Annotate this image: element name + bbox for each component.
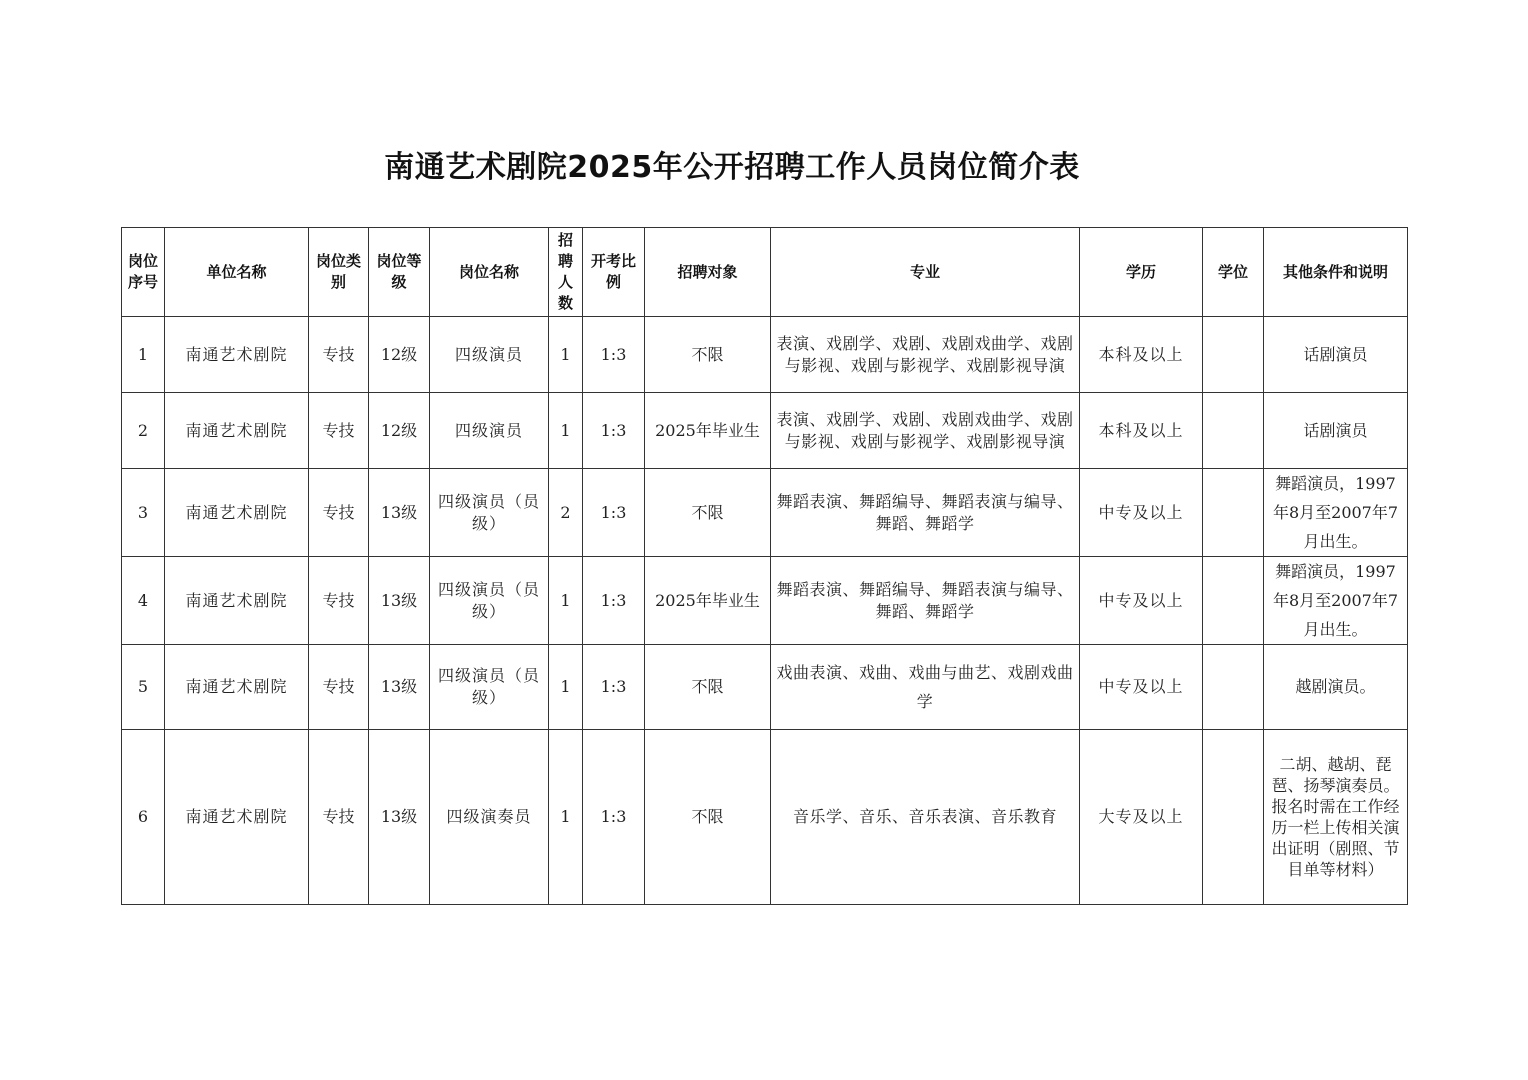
cell-ratio: 1:3 [583,469,645,557]
cell-category: 专技 [309,730,369,905]
cell-education: 中专及以上 [1080,469,1203,557]
table-row [122,557,1408,645]
cell-degree [1203,317,1264,393]
table-row [122,730,1408,905]
cell-target: 不限 [645,317,771,393]
cell-seq: 5 [122,645,165,730]
cell-ratio: 1:3 [583,730,645,905]
cell-count: 2 [549,469,583,557]
cell-unit: 南通艺术剧院 [165,645,309,730]
cell-ratio: 1:3 [583,645,645,730]
cell-education: 中专及以上 [1080,645,1203,730]
cell-count: 1 [549,557,583,645]
cell-major: 戏曲表演、戏曲、戏曲与曲艺、戏剧戏曲学 [771,645,1080,730]
cell-remarks: 二胡、越胡、琵琶、扬琴演奏员。报名时需在工作经历一栏上传相关演出证明（剧照、节目单等材料） [1264,730,1408,905]
cell-education: 本科及以上 [1080,393,1203,469]
cell-degree [1203,393,1264,469]
table-row [122,317,1408,393]
cell-remarks: 舞蹈演员，1997年8月至2007年7月出生。 [1264,557,1408,645]
cell-seq: 6 [122,730,165,905]
header-grade: 岗位等级 [369,228,430,317]
table-row [122,393,1408,469]
cell-seq: 4 [122,557,165,645]
header-remarks: 其他条件和说明 [1264,228,1408,317]
cell-grade: 12级 [369,393,430,469]
cell-major: 表演、戏剧学、戏剧、戏剧戏曲学、戏剧与影视、戏剧与影视学、戏剧影视导演 [771,317,1080,393]
cell-category: 专技 [309,317,369,393]
cell-post: 四级演员（员级） [430,645,549,730]
cell-count: 1 [549,645,583,730]
header-target: 招聘对象 [645,228,771,317]
cell-grade: 13级 [369,730,430,905]
cell-degree [1203,730,1264,905]
header-category: 岗位类别 [309,228,369,317]
cell-unit: 南通艺术剧院 [165,393,309,469]
cell-education: 本科及以上 [1080,317,1203,393]
cell-remarks: 越剧演员。 [1264,645,1408,730]
cell-ratio: 1:3 [583,393,645,469]
cell-post: 四级演员 [430,317,549,393]
cell-unit: 南通艺术剧院 [165,730,309,905]
cell-post: 四级演员（员级） [430,557,549,645]
cell-remarks: 话剧演员 [1264,393,1408,469]
cell-seq: 2 [122,393,165,469]
cell-seq: 1 [122,317,165,393]
cell-target: 2025年毕业生 [645,557,771,645]
cell-unit: 南通艺术剧院 [165,469,309,557]
cell-category: 专技 [309,469,369,557]
cell-ratio: 1:3 [583,557,645,645]
table-row [122,645,1408,730]
cell-post: 四级演奏员 [430,730,549,905]
cell-grade: 13级 [369,645,430,730]
cell-major: 舞蹈表演、舞蹈编导、舞蹈表演与编导、舞蹈、舞蹈学 [771,557,1080,645]
header-ratio: 开考比例 [583,228,645,317]
cell-post: 四级演员（员级） [430,469,549,557]
header-degree: 学位 [1203,228,1264,317]
header-education: 学历 [1080,228,1203,317]
header-post: 岗位名称 [430,228,549,317]
cell-target: 不限 [645,645,771,730]
table-row [122,469,1408,557]
cell-major: 表演、戏剧学、戏剧、戏剧戏曲学、戏剧与影视、戏剧与影视学、戏剧影视导演 [771,393,1080,469]
cell-target: 不限 [645,469,771,557]
cell-ratio: 1:3 [583,317,645,393]
cell-education: 中专及以上 [1080,557,1203,645]
cell-major: 舞蹈表演、舞蹈编导、舞蹈表演与编导、舞蹈、舞蹈学 [771,469,1080,557]
cell-category: 专技 [309,557,369,645]
cell-degree [1203,557,1264,645]
cell-unit: 南通艺术剧院 [165,557,309,645]
cell-degree [1203,469,1264,557]
cell-grade: 13级 [369,557,430,645]
position-table [121,227,1408,905]
header-seq: 岗位序号 [122,228,165,317]
document-title: 南通艺术剧院2025年公开招聘工作人员岗位简介表 [384,150,1080,185]
cell-target: 不限 [645,730,771,905]
header-count: 招聘人数 [549,228,583,317]
cell-remarks: 舞蹈演员，1997年8月至2007年7月出生。 [1264,469,1408,557]
cell-category: 专技 [309,393,369,469]
cell-grade: 12级 [369,317,430,393]
cell-grade: 13级 [369,469,430,557]
header-unit: 单位名称 [165,228,309,317]
cell-unit: 南通艺术剧院 [165,317,309,393]
cell-count: 1 [549,317,583,393]
cell-remarks: 话剧演员 [1264,317,1408,393]
cell-major: 音乐学、音乐、音乐表演、音乐教育 [771,730,1080,905]
cell-count: 1 [549,730,583,905]
cell-count: 1 [549,393,583,469]
cell-education: 大专及以上 [1080,730,1203,905]
header-major: 专业 [771,228,1080,317]
table-header-row [122,228,1408,317]
cell-degree [1203,645,1264,730]
cell-seq: 3 [122,469,165,557]
cell-category: 专技 [309,645,369,730]
cell-post: 四级演员 [430,393,549,469]
cell-target: 2025年毕业生 [645,393,771,469]
